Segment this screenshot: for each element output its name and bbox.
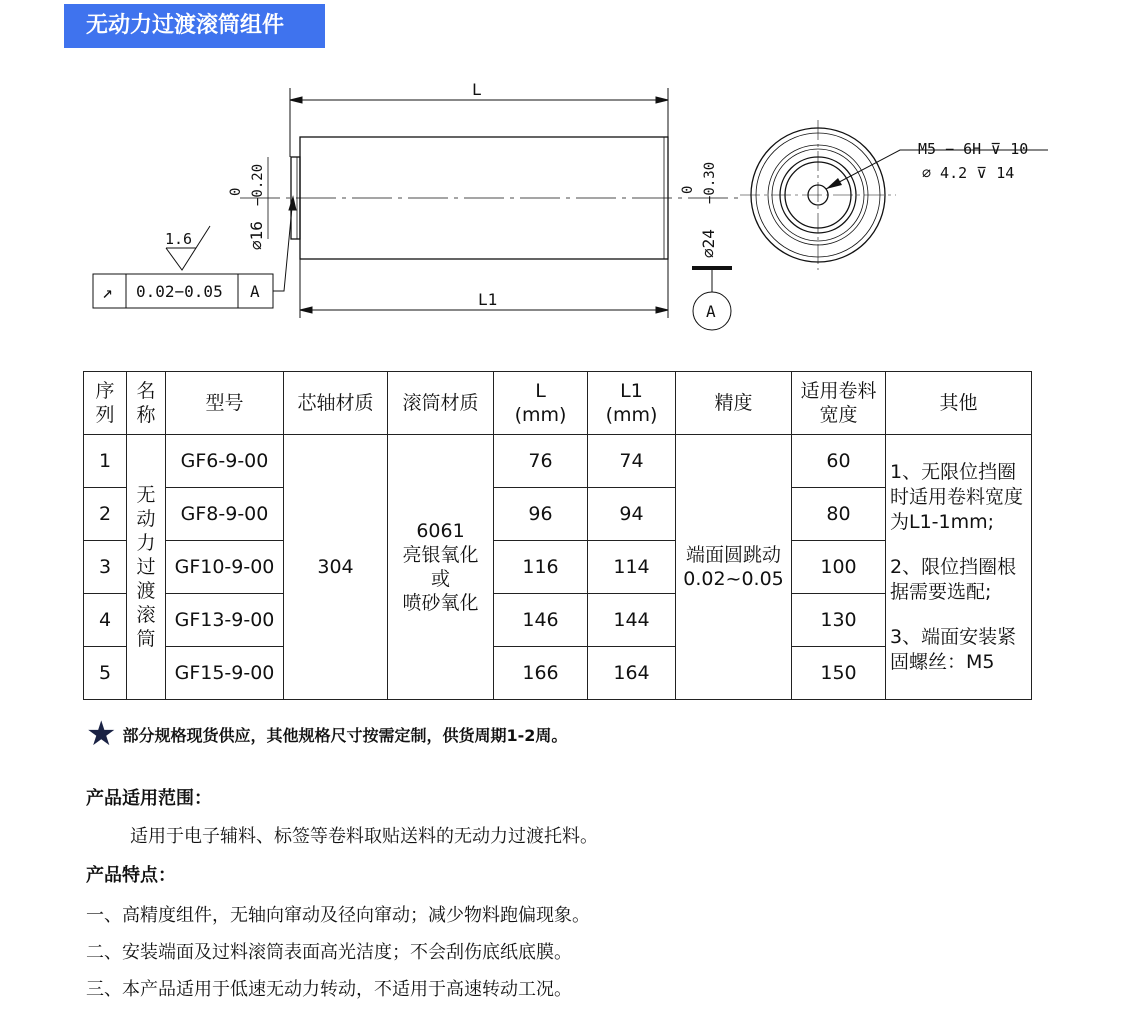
cell-L1: 114	[588, 541, 676, 594]
feature-item: 三、本产品适用于低速无动力转动，不适用于高速转动工况。	[86, 979, 572, 1000]
section-title: 无动力过渡滚筒组件	[64, 4, 325, 48]
cell-model: GF13-9-00	[166, 594, 284, 647]
cell-L1: 164	[588, 647, 676, 700]
cell-roller-material: 6061 亮银氧化 或 喷砂氧化	[388, 435, 494, 700]
cell-L: 116	[494, 541, 588, 594]
cell-seq: 3	[84, 541, 127, 594]
cell-width: 80	[792, 488, 886, 541]
header-precision: 精度	[676, 372, 792, 435]
cell-model: GF6-9-00	[166, 435, 284, 488]
header-L: L (mm)	[494, 372, 588, 435]
cell-model: GF10-9-00	[166, 541, 284, 594]
dia-left-lower: −0.20	[250, 163, 266, 206]
scope-heading: 产品适用范围：	[86, 788, 212, 809]
datum-label: A	[706, 302, 716, 321]
scope-text: 适用于电子辅料、标签等卷料取贴送料的无动力过渡托料。	[130, 826, 598, 847]
header-width: 适用卷料 宽度	[792, 372, 886, 435]
cell-precision: 端面圆跳动 0.02~0.05	[676, 435, 792, 700]
header-model: 型号	[166, 372, 284, 435]
header-name: 名 称	[127, 372, 166, 435]
dim-L-label: L	[472, 80, 482, 99]
cell-seq: 4	[84, 594, 127, 647]
cell-L: 96	[494, 488, 588, 541]
cell-other-notes: 1、无限位挡圈时适用卷料宽度为L1-1mm; 2、限位挡圈根据需要选配; 3、端面安装紧固螺丝：M5	[886, 435, 1032, 700]
dim-L1-label: L1	[478, 290, 498, 309]
stock-note	[86, 716, 567, 752]
tolerance-symbol: ↗	[102, 282, 113, 303]
cell-seq: 5	[84, 647, 127, 700]
header-roller-material: 滚筒材质	[388, 372, 494, 435]
cell-seq: 2	[84, 488, 127, 541]
cell-L1: 74	[588, 435, 676, 488]
tolerance-value: 0.02−0.05	[136, 282, 223, 301]
features-heading: 产品特点：	[86, 865, 176, 886]
cell-product-name: 无 动 力 过 渡 滚 筒	[127, 435, 166, 700]
dia-right-main: ∅24	[699, 229, 718, 258]
dia-right-upper: 0	[680, 185, 696, 194]
star-icon: ★	[86, 714, 117, 754]
dia-right-lower: −0.30	[702, 161, 718, 204]
cell-L1: 144	[588, 594, 676, 647]
header-L1: L1 (mm)	[588, 372, 676, 435]
roller-side-view	[240, 137, 740, 259]
cell-L: 166	[494, 647, 588, 700]
roughness-value: 1.6	[165, 230, 193, 248]
cell-width: 130	[792, 594, 886, 647]
spec-table	[83, 371, 1032, 700]
thread-spec-line1: M5 − 6H ⊽ 10	[918, 140, 1029, 158]
cell-seq: 1	[84, 435, 127, 488]
table-row	[84, 435, 1032, 488]
thread-spec-line2: ∅ 4.2 ⊽ 14	[922, 164, 1015, 182]
cell-L: 146	[494, 594, 588, 647]
feature-item: 二、安装端面及过料滚筒表面高光洁度；不会刮伤底纸底膜。	[86, 942, 572, 963]
header-core-material: 芯轴材质	[284, 372, 388, 435]
cell-model: GF15-9-00	[166, 647, 284, 700]
dim-L1	[300, 259, 668, 318]
cell-L: 76	[494, 435, 588, 488]
header-seq: 序 列	[84, 372, 127, 435]
dia-left-upper: 0	[228, 187, 244, 196]
cell-width: 60	[792, 435, 886, 488]
header-other: 其他	[886, 372, 1032, 435]
technical-drawing	[0, 60, 1130, 350]
cell-core-material: 304	[284, 435, 388, 700]
cell-width: 150	[792, 647, 886, 700]
feature-item: 一、高精度组件，无轴向窜动及径向窜动；减少物料跑偏现象。	[86, 905, 590, 926]
tolerance-datum: A	[250, 282, 260, 301]
cell-L1: 94	[588, 488, 676, 541]
dia-left-main: ∅16	[247, 221, 266, 250]
stock-note-text: 部分规格现货供应，其他规格尺寸按需定制，供货周期1-2周。	[122, 725, 568, 745]
cell-model: GF8-9-00	[166, 488, 284, 541]
cell-width: 100	[792, 541, 886, 594]
